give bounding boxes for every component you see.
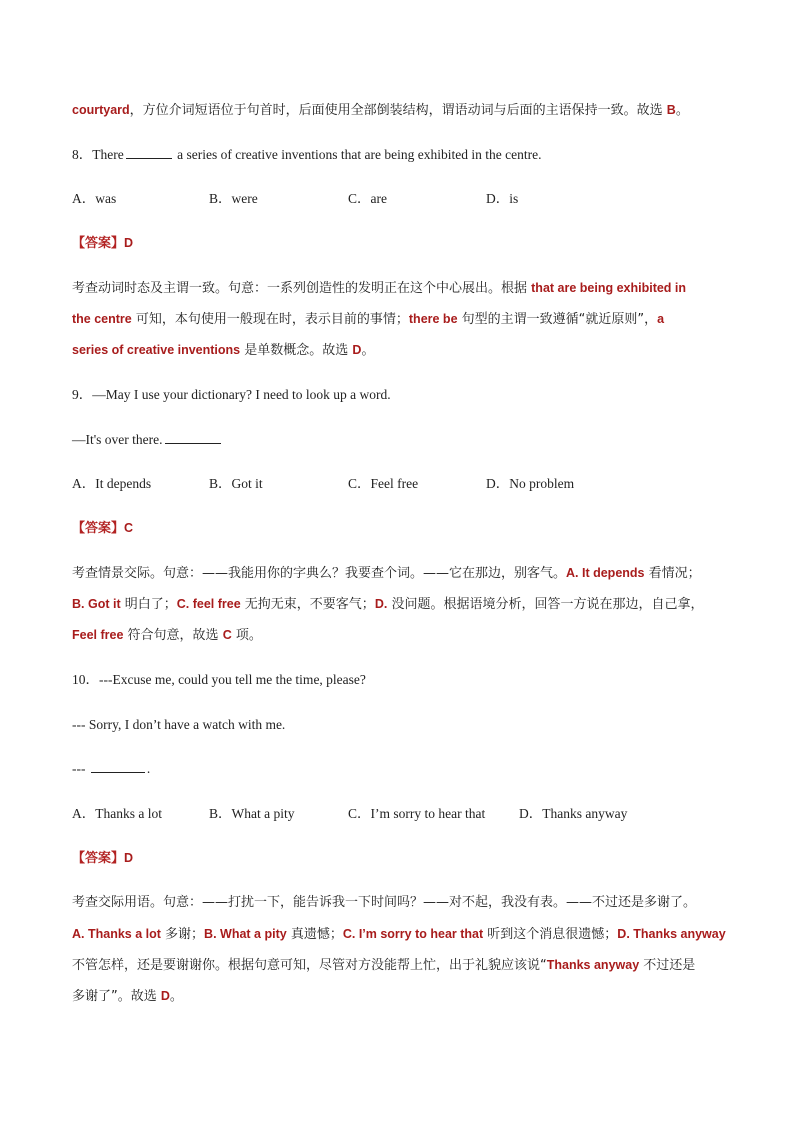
q8-option-b[interactable]: B．were xyxy=(209,191,258,206)
q8-explanation-line-1 xyxy=(72,278,686,299)
answer-value: D xyxy=(124,851,134,865)
explanation-text: 句型的主谓一致遵循“就近原则”， xyxy=(457,312,658,327)
answer-label: 【答案】 xyxy=(72,521,125,536)
answer-blank xyxy=(126,145,172,159)
q9-option-a[interactable]: A．It depends xyxy=(72,476,152,491)
highlight-term: D xyxy=(160,989,170,1003)
highlight-term: A. It depends xyxy=(566,566,645,580)
prev-explanation-line xyxy=(72,100,689,121)
question-text: a series of creative inventions that are being exhibited in the centre. xyxy=(177,147,542,162)
highlight-term: A. Thanks a lot xyxy=(72,927,161,941)
explanation-text: 明白了； xyxy=(120,597,177,612)
highlight-term: C. feel free xyxy=(176,597,241,611)
explanation-text: 多谢； xyxy=(160,927,205,942)
q9-explanation-line-2 xyxy=(72,594,703,615)
explanation-text: 多谢了”。故选 xyxy=(72,989,161,1004)
explanation-text: 符合句意，故选 xyxy=(123,628,223,643)
q10-explanation-line-2 xyxy=(72,924,726,945)
highlight-term: Feel free xyxy=(72,628,124,642)
explanation-text: 真遗憾； xyxy=(286,927,343,942)
explanation-text: 没问题。根据语境分析，回答一方说在那边，自己拿， xyxy=(387,597,704,612)
highlight-term: there be xyxy=(408,312,458,326)
highlight-term: B. What a pity xyxy=(204,927,287,941)
answer-value: C xyxy=(124,521,134,535)
q10-option-d[interactable]: D．Thanks anyway xyxy=(519,806,628,821)
q9-option-b[interactable]: B．Got it xyxy=(209,476,263,491)
explanation-text: 是单数概念。故选 xyxy=(240,343,353,358)
q9-option-d[interactable]: D．No problem xyxy=(486,476,575,491)
answer-value: D xyxy=(124,236,134,250)
explanation-text: 听到这个消息很遗憾； xyxy=(483,927,618,942)
question-8-stem xyxy=(72,145,541,165)
explanation-text: 项。 xyxy=(231,628,262,643)
q10-explanation-line-3 xyxy=(72,955,695,976)
q10-explanation-line-4 xyxy=(72,986,183,1007)
highlight-term: that are being exhibited in xyxy=(531,281,687,295)
explanation-text: 考查动词时态及主谓一致。句意：一系列创造性的发明正在这个中心展出。根据 xyxy=(72,281,532,296)
answer-label: 【答案】 xyxy=(72,851,125,866)
q8-option-a[interactable]: A．was xyxy=(72,191,117,206)
q10-option-b[interactable]: B．What a pity xyxy=(209,806,295,821)
explanation-text: 。 xyxy=(361,343,375,358)
question-10-line-1: 10．---Excuse me, could you tell me the time, please? xyxy=(72,672,366,687)
question-text: --- xyxy=(72,761,86,776)
answer-blank xyxy=(91,759,145,773)
question-text: —It's over there. xyxy=(72,432,163,447)
explanation-text: 不管怎样，还是要谢谢你。根据句意可知，尽管对方没能帮上忙，出于礼貌应该说“ xyxy=(72,958,547,973)
q9-answer xyxy=(72,518,133,539)
explanation-text: 考查情景交际。句意：——我能用你的字典么？我要查个词。——它在那边，别客气。 xyxy=(72,566,567,581)
question-number: 8．There xyxy=(72,147,124,162)
q8-explanation-line-2 xyxy=(72,309,664,330)
highlight-term: courtyard xyxy=(72,103,130,117)
explanation-text: 。 xyxy=(169,989,183,1004)
q9-option-c[interactable]: C．Feel free xyxy=(348,476,419,491)
highlight-term: Thanks anyway xyxy=(546,958,640,972)
highlight-term: D. xyxy=(374,597,388,611)
q10-explanation-line-1: 考查交际用语。句意：——打扰一下，能告诉我一下时间吗？——对不起，我没有表。——不过还是多谢了。 xyxy=(72,895,697,910)
q8-option-c[interactable]: C．are xyxy=(348,191,387,206)
highlight-term: the centre xyxy=(72,312,132,326)
explanation-text: 可知，本句使用一般现在时，表示目前的事情； xyxy=(131,312,409,327)
explanation-text: 不过还是 xyxy=(639,958,696,973)
q10-answer xyxy=(72,848,133,869)
answer-label: 【答案】 xyxy=(72,236,125,251)
question-10-line-2: --- Sorry, I don’t have a watch with me. xyxy=(72,717,286,732)
explanation-text: ，方位介词短语位于句首时，后面使用全部倒装结构，谓语动词与后面的主语保持一致。故选 xyxy=(129,103,667,118)
q8-explanation-line-3 xyxy=(72,340,374,361)
explanation-text: 无拘无束，不要客气； xyxy=(240,597,375,612)
q8-option-d[interactable]: D．is xyxy=(486,191,519,206)
q9-explanation-line-3 xyxy=(72,625,262,646)
highlight-term: B xyxy=(666,103,676,117)
question-9-line-1: 9．—May I use your dictionary? I need to look up a word. xyxy=(72,387,391,402)
highlight-term: a xyxy=(657,312,665,326)
q10-option-a[interactable]: A．Thanks a lot xyxy=(72,806,162,821)
question-9-line-2 xyxy=(72,430,223,450)
q9-explanation-line-1 xyxy=(72,563,701,584)
q10-option-c[interactable]: C．I’m sorry to hear that xyxy=(348,806,486,821)
highlight-term: B. Got it xyxy=(72,597,121,611)
q8-answer xyxy=(72,233,133,254)
answer-blank xyxy=(165,430,221,444)
explanation-text: 。 xyxy=(675,103,689,118)
highlight-term: C. I’m sorry to hear that xyxy=(342,927,484,941)
question-text: . xyxy=(146,761,151,776)
highlight-term: D xyxy=(352,343,362,357)
explanation-text: 看情况； xyxy=(644,566,701,581)
highlight-term: D. Thanks anyway xyxy=(617,927,726,941)
highlight-term: C xyxy=(222,628,232,642)
question-10-line-3 xyxy=(72,759,150,779)
highlight-term: series of creative inventions xyxy=(72,343,241,357)
